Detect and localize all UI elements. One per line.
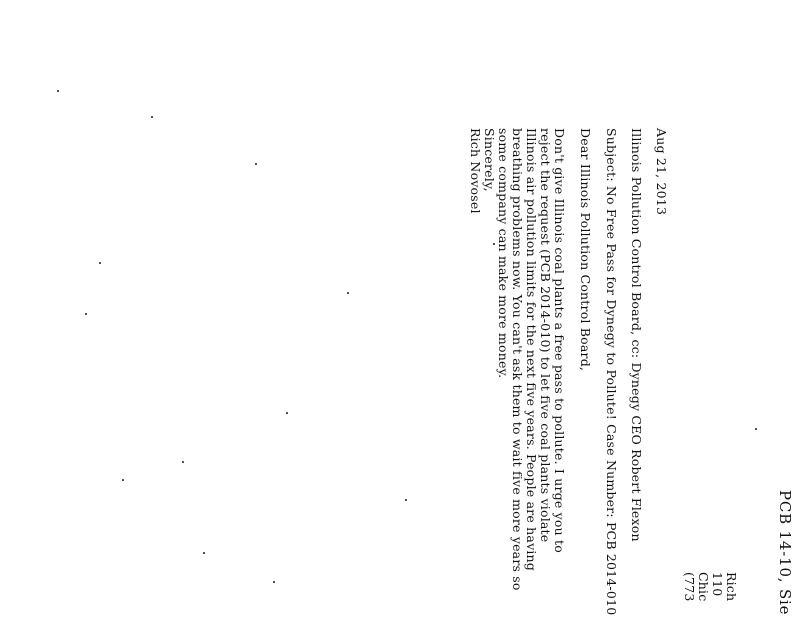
- sender-line: 110: [710, 572, 725, 597]
- scan-speck: [85, 313, 87, 315]
- scan-speck: [99, 262, 101, 264]
- scan-speck: [203, 552, 205, 554]
- body-line: Illinois air pollution limits for the next five years. People are having: [524, 128, 539, 571]
- scan-speck: [255, 163, 257, 165]
- body-line: reject the request (PCB 2014-010) to let five coal plants violate: [538, 128, 553, 543]
- letter-salutation: Dear Illinois Pollution Control Board,: [578, 128, 593, 372]
- letter-date: Aug 21, 2013: [654, 128, 669, 216]
- scan-speck: [286, 412, 288, 414]
- scan-speck: [57, 90, 59, 92]
- letter-recipient: Illinois Pollution Control Board, cc: Dynegy CEO Robert Flexon: [629, 128, 644, 542]
- scan-speck: [493, 243, 495, 245]
- sender-line: Rich: [724, 572, 739, 602]
- letter-signature: Rich Novosel: [468, 128, 483, 214]
- body-line: breathing problems now. You can't ask them to wait five more years so: [510, 128, 525, 591]
- sender-line: Chic: [696, 572, 711, 602]
- sender-line: (773: [682, 572, 697, 602]
- letter-closing: Sincerely,: [482, 128, 497, 192]
- scan-speck: [273, 581, 275, 583]
- body-line: some company can make more money.: [496, 128, 511, 379]
- scan-speck: [151, 116, 153, 118]
- scan-speck: [122, 479, 124, 481]
- case-number-header: PCB 14-10, Sie: [776, 490, 794, 616]
- scan-speck: [347, 292, 349, 294]
- body-line: Don't give Illinois coal plants a free pass to pollute. I urge you to: [552, 128, 567, 554]
- letter-subject: Subject: No Free Pass for Dynegy to Pollute! Case Number: PCB 2014-010: [604, 128, 619, 616]
- scan-speck: [755, 428, 757, 430]
- scan-speck: [405, 499, 407, 501]
- scan-speck: [182, 461, 184, 463]
